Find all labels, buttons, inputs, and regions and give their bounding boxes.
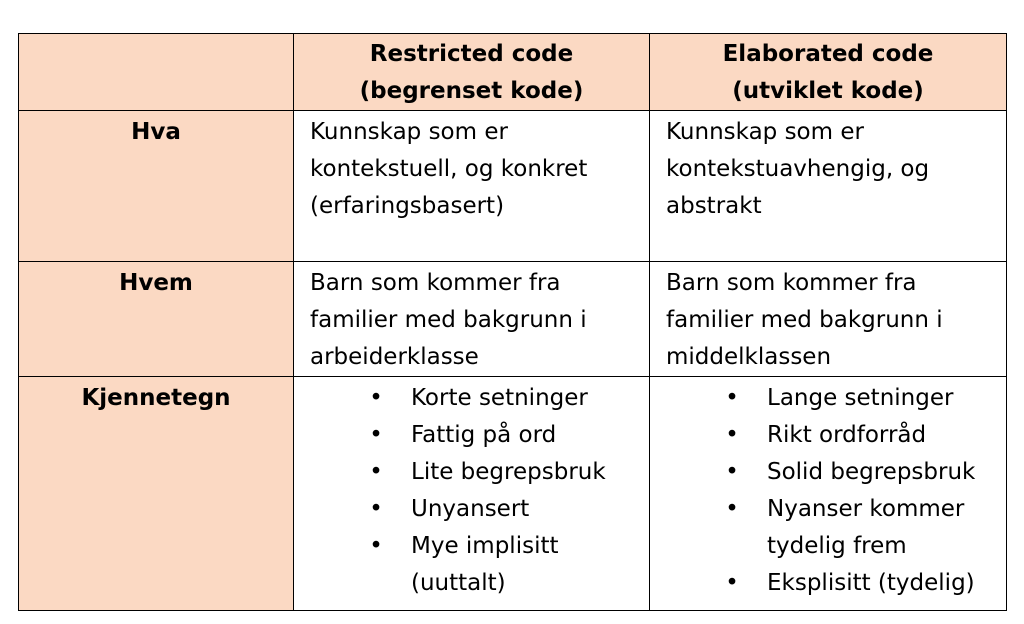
header-elaborated-title: Elaborated code	[722, 41, 934, 67]
text-line: familier med bakgrunn i	[666, 307, 943, 333]
cell-kjennetegn-elaborated	[650, 377, 1007, 611]
header-row	[19, 34, 1007, 111]
text-line: Barn som kommer fra	[666, 270, 917, 296]
text-line: Kunnskap som er	[666, 119, 864, 145]
cell-hvem-restricted	[294, 262, 650, 377]
list-item: • Lange setninger	[650, 380, 1002, 417]
list-item: • Lite begrepsbruk	[294, 454, 645, 491]
header-restricted-subtitle: (begrenset kode)	[359, 78, 584, 104]
comparison-table	[18, 33, 1007, 611]
bullet-icon: •	[725, 459, 739, 485]
text-line: arbeiderklasse	[310, 344, 479, 370]
cell-hva-restricted	[294, 111, 650, 262]
list-item: • Unyansert	[294, 491, 645, 528]
list-item: • Korte setninger	[294, 380, 645, 417]
header-elaborated-code	[650, 34, 1007, 111]
header-restricted-title: Restricted code	[369, 41, 574, 67]
text-line: kontekstuavhengig, og	[666, 156, 930, 182]
list-item: • Solid begrepsbruk	[650, 454, 1002, 491]
cell-kjennetegn-restricted	[294, 377, 650, 611]
bullet-icon: •	[369, 422, 383, 448]
cell-hvem-elaborated	[650, 262, 1007, 377]
bullet-icon: •	[725, 385, 739, 411]
text-line: abstrakt	[666, 193, 762, 219]
bullet-icon: •	[369, 459, 383, 485]
row-hvem	[19, 262, 1007, 377]
bullet-icon: •	[725, 422, 739, 448]
row-hva	[19, 111, 1007, 262]
list-item: • Mye implisitt (uuttalt)	[294, 528, 645, 602]
bullet-icon: •	[725, 496, 739, 522]
bullet-list-elaborated	[650, 377, 1006, 602]
list-item: • Eksplisitt (tydelig)	[650, 565, 1002, 602]
list-item: • Nyanser kommer tydelig frem	[650, 491, 1002, 565]
cell-hva-elaborated	[650, 111, 1007, 262]
bullet-icon: •	[369, 496, 383, 522]
corner-cell	[19, 34, 294, 111]
bullet-list-restricted	[294, 377, 649, 602]
text-line: (erfaringsbasert)	[310, 193, 505, 219]
header-elaborated-subtitle: (utviklet kode)	[732, 78, 924, 104]
text-line: familier med bakgrunn i	[310, 307, 587, 333]
text-line: middelklassen	[666, 344, 832, 370]
row-kjennetegn	[19, 377, 1007, 611]
bullet-icon: •	[369, 533, 383, 559]
list-item: • Rikt ordforråd	[650, 417, 1002, 454]
bullet-icon: •	[725, 570, 739, 596]
row-label-hvem: Hvem	[19, 262, 294, 377]
header-restricted-code	[294, 34, 650, 111]
row-label-kjennetegn: Kjennetegn	[19, 377, 294, 611]
text-line: Kunnskap som er	[310, 119, 508, 145]
row-label-hva: Hva	[19, 111, 294, 262]
list-item: • Fattig på ord	[294, 417, 645, 454]
text-line: kontekstuell, og konkret	[310, 156, 588, 182]
text-line: Barn som kommer fra	[310, 270, 561, 296]
bullet-icon: •	[369, 385, 383, 411]
